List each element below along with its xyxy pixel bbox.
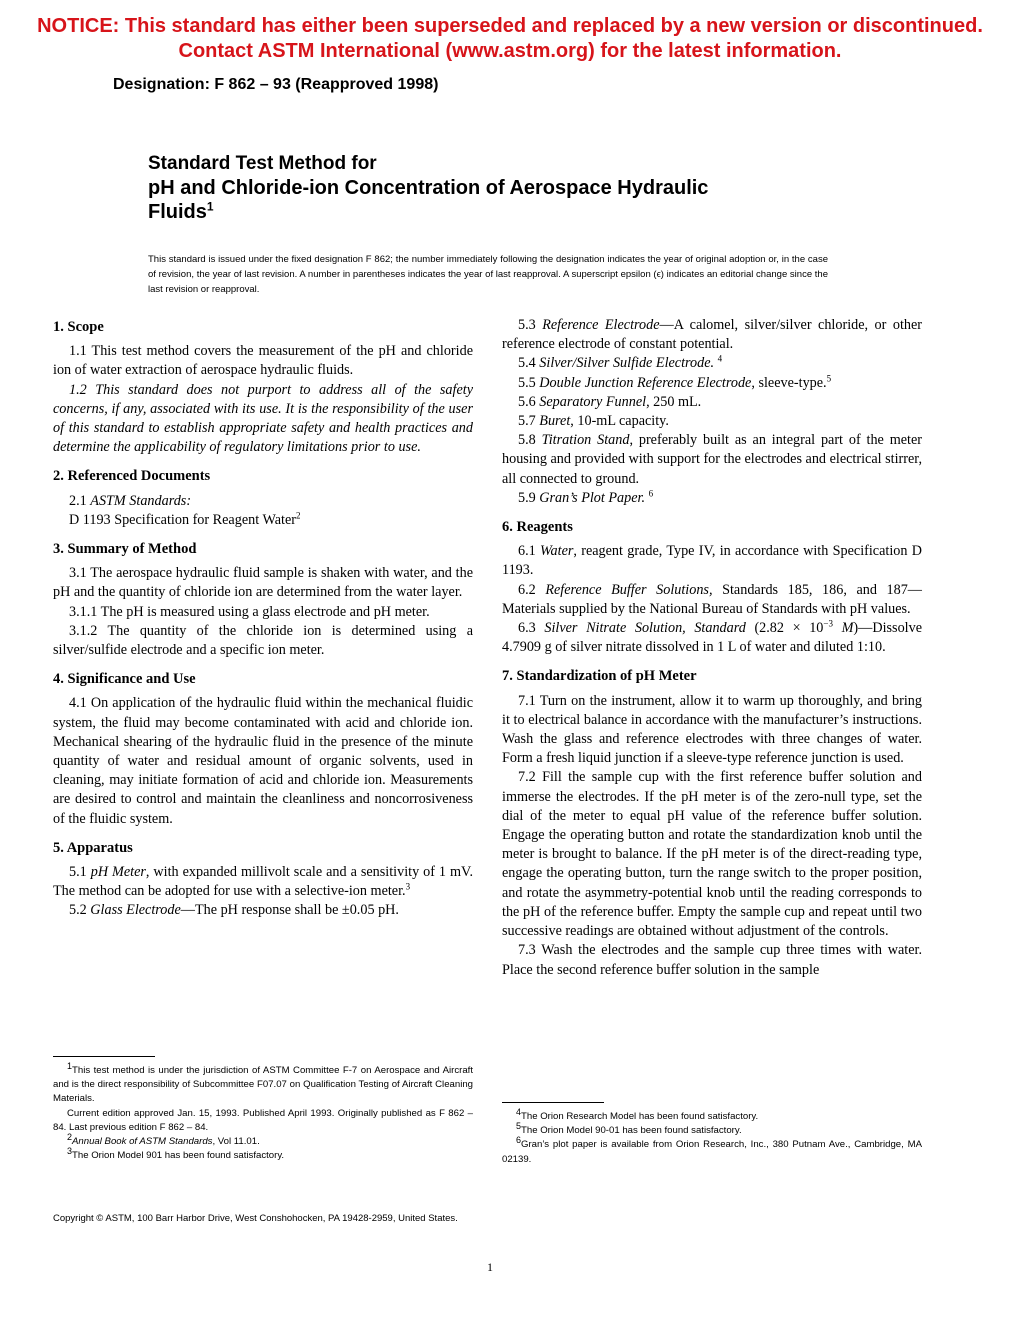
paragraph-5-6: 5.6 Separatory Funnel, 250 mL. [518, 393, 702, 410]
section-heading-summary: 3. Summary of Method [53, 541, 197, 558]
paragraph-5-5: 5.5 Double Junction Reference Electrode, sleeve-type.$^5$ [518, 372, 832, 391]
document-title [148, 152, 848, 224]
title-line-3: Fluids$^1$ [148, 199, 214, 223]
footnote-3: $^3$The Orion Model 901 has been found satisfactory. [67, 1146, 285, 1162]
paragraph-3-1: 3.1 The aerospace hydraulic fluid sample is shaken with water, and the pH and the quantity of chloride ion are determined from the water layer. [53, 565, 473, 601]
paragraph-5-3: 5.3 Reference Electrode—A calomel, silver/silver chloride, or other reference electrode of constant potential. [502, 317, 922, 353]
paragraph-7-1: 7.1 Turn on the instrument, allow it to warm up thoroughly, and bring it to electrical balance in accordance with the manufacturer’s instructions. Wash the glass and reference electrodes with three changes of water. Form a fresh liquid junction if a sleeve-type reference junction is used. [502, 692, 922, 767]
paragraph-6-3: 6.3 Silver Nitrate Solution, Standard ($2.82 \times 10^{-3}$ M)—Dissolve 4.7909 g of silver nitrate dissolved in 1 L of water and diluted 1:10. [502, 618, 922, 656]
title-footnote-mark[interactable]: 1 [206, 199, 214, 214]
left-column [53, 316, 473, 921]
reference-d1193: D 1193 Specification for Reagent Water$^2$ [69, 510, 301, 528]
section-heading-significance: 4. Significance and Use [53, 671, 196, 688]
footnotes-left [53, 1060, 473, 1163]
section-heading-standardization: 7. Standardization of pH Meter [502, 668, 697, 685]
paragraph-5-7: 5.7 Buret, 10-mL capacity. [518, 413, 669, 430]
section-heading-apparatus: 5. Apparatus [53, 839, 133, 856]
paragraph-5-8: 5.8 Titration Stand, preferably built as an integral part of the meter housing and provided with support for the electrodes and electrical stirrer, all connected to ground. [502, 432, 923, 487]
notice-line-2: Contact ASTM International (www.astm.org) for the latest information. [178, 40, 842, 62]
copyright: Copyright © ASTM, 100 Barr Harbor Drive, West Conshohocken, PA 19428-2959, United States. [53, 1213, 458, 1224]
footnote-4: $^4$The Orion Research Model has been found satisfactory. [516, 1106, 759, 1122]
paragraph-1-2: 1.2 This standard does not purport to address all of the safety concerns, if any, associated with its use. It is the responsibility of the user of this standard to establish appropriate safety and health practices and determine the applicability of regulatory limitations prior to use. [53, 381, 473, 456]
section-heading-referenced-documents: 2. Referenced Documents [53, 468, 211, 485]
paragraph-7-3: 7.3 Wash the electrodes and the sample cup three times with water. Place the second reference buffer solution in the sample [502, 942, 922, 978]
footnote-rule-right [502, 1102, 604, 1103]
paragraph-7-2: 7.2 Fill the sample cup with the first reference buffer solution and immerse the electrodes. If the pH meter is of the zero-null type, set the dial of the meter to equal pH value of the reference buffer solution. Engage the operating button and rotate the standardization knob until the meter is brought to balance. If the pH meter is of the direct-reading type, engage the operating button, turn the range switch to the proper position, and rotate the asymmetry-potential knob until the reading corresponds to the pH of the reference buffer. Empty the sample cup and repeat until two successive readings are obtained without adjustment of the controls. [502, 769, 922, 940]
supersession-notice [0, 14, 1020, 64]
footnote-5: $^5$The Orion Model 90-01 has been found satisfactory. [516, 1121, 742, 1137]
issue-note: This standard is issued under the fixed designation F 862; the number immediately following the designation indicates the year of original adoption or, in the case of revision, the year of last revision. A number in parentheses indicates the year of last reapproval. A superscript epsilon (ϵ) indicates an editorial change since the last revision or reapproval. [148, 254, 828, 295]
notice-line-1: NOTICE: This standard has either been superseded and replaced by a new version or discontinued. [37, 15, 983, 37]
designation: Designation: F 862 – 93 (Reapproved 1998) [113, 76, 439, 93]
footnote-rule-left [53, 1056, 155, 1057]
paragraph-6-2: 6.2 Reference Buffer Solutions, Standards 185, 186, and 187—Materials supplied by the National Bureau of Standards with pH values. [502, 581, 922, 617]
edition-note: Current edition approved Jan. 15, 1993. Published April 1993. Originally published as F 862 – 84. Last previous edition F 862 – 84. [53, 1107, 473, 1133]
paragraph-5-2: 5.2 Glass Electrode—The pH response shall be ±0.05 pH. [69, 902, 399, 919]
paragraph-3-1-2: 3.1.2 The quantity of the chloride ion is determined using a silver/sulfide electrode and a specific ion meter. [53, 622, 473, 659]
page-number: 1 [487, 1260, 493, 1274]
title-line-1: Standard Test Method for [148, 153, 377, 174]
section-heading-reagents: 6. Reagents [502, 519, 573, 536]
paragraph-1-1: 1.1 This test method covers the measurement of the pH and chloride ion of water extraction of aerospace hydraulic fluids. [53, 343, 473, 379]
paragraph-5-9: 5.9 Gran’s Plot Paper. $^6$ [518, 488, 654, 506]
paragraph-5-4: 5.4 Silver/Silver Sulfide Electrode. $^4$ [518, 353, 723, 372]
right-column [502, 316, 922, 980]
paragraph-6-1: 6.1 Water, reagent grade, Type IV, in accordance with Specification D 1193. [502, 543, 922, 579]
title-line-2: pH and Chloride-ion Concentration of Aerospace Hydraulic [148, 177, 709, 199]
paragraph-2-1: 2.1 ASTM Standards: [69, 492, 192, 509]
paragraph-5-1: 5.1 pH Meter, with expanded millivolt scale and a sensitivity of 1 mV. The method can be adopted for use with a selective-ion meter.$^3$ [53, 864, 473, 900]
paragraph-4-1: 4.1 On application of the hydraulic fluid within the mechanical fluidic system, the fluid may become contaminated with acid and chloride ion. Mechanical shearing of the hydraulic fluid in the presence of the minute quantity of water and residual amount of organic solvents, used in cleaning, may initiate formation of acid and chloride ion. Measurements are desired to control and maintain the cleanliness and noncorrosiveness of the fluidic system. [53, 695, 473, 827]
paragraph-3-1-1: 3.1.1 The pH is measured using a glass electrode and pH meter. [69, 603, 430, 620]
footnote-6: $^6$Gran’s plot paper is available from Orion Research, Inc., 380 Putnam Ave., Cambridge, MA 02139. [502, 1135, 922, 1165]
footnotes-right [502, 1106, 922, 1167]
footnote-2: $^2$Annual Book of ASTM Standards, Vol 11.01. [67, 1131, 260, 1148]
section-heading-scope: 1. Scope [53, 319, 104, 335]
footnote-1: $^1$This test method is under the jurisdiction of ASTM Committee F-7 on Aerospace and Aircraft and is the direct responsibility of Subcommittee F07.07 on Qualification Testing of Aircraft Cleaning Materials. [53, 1060, 473, 1105]
